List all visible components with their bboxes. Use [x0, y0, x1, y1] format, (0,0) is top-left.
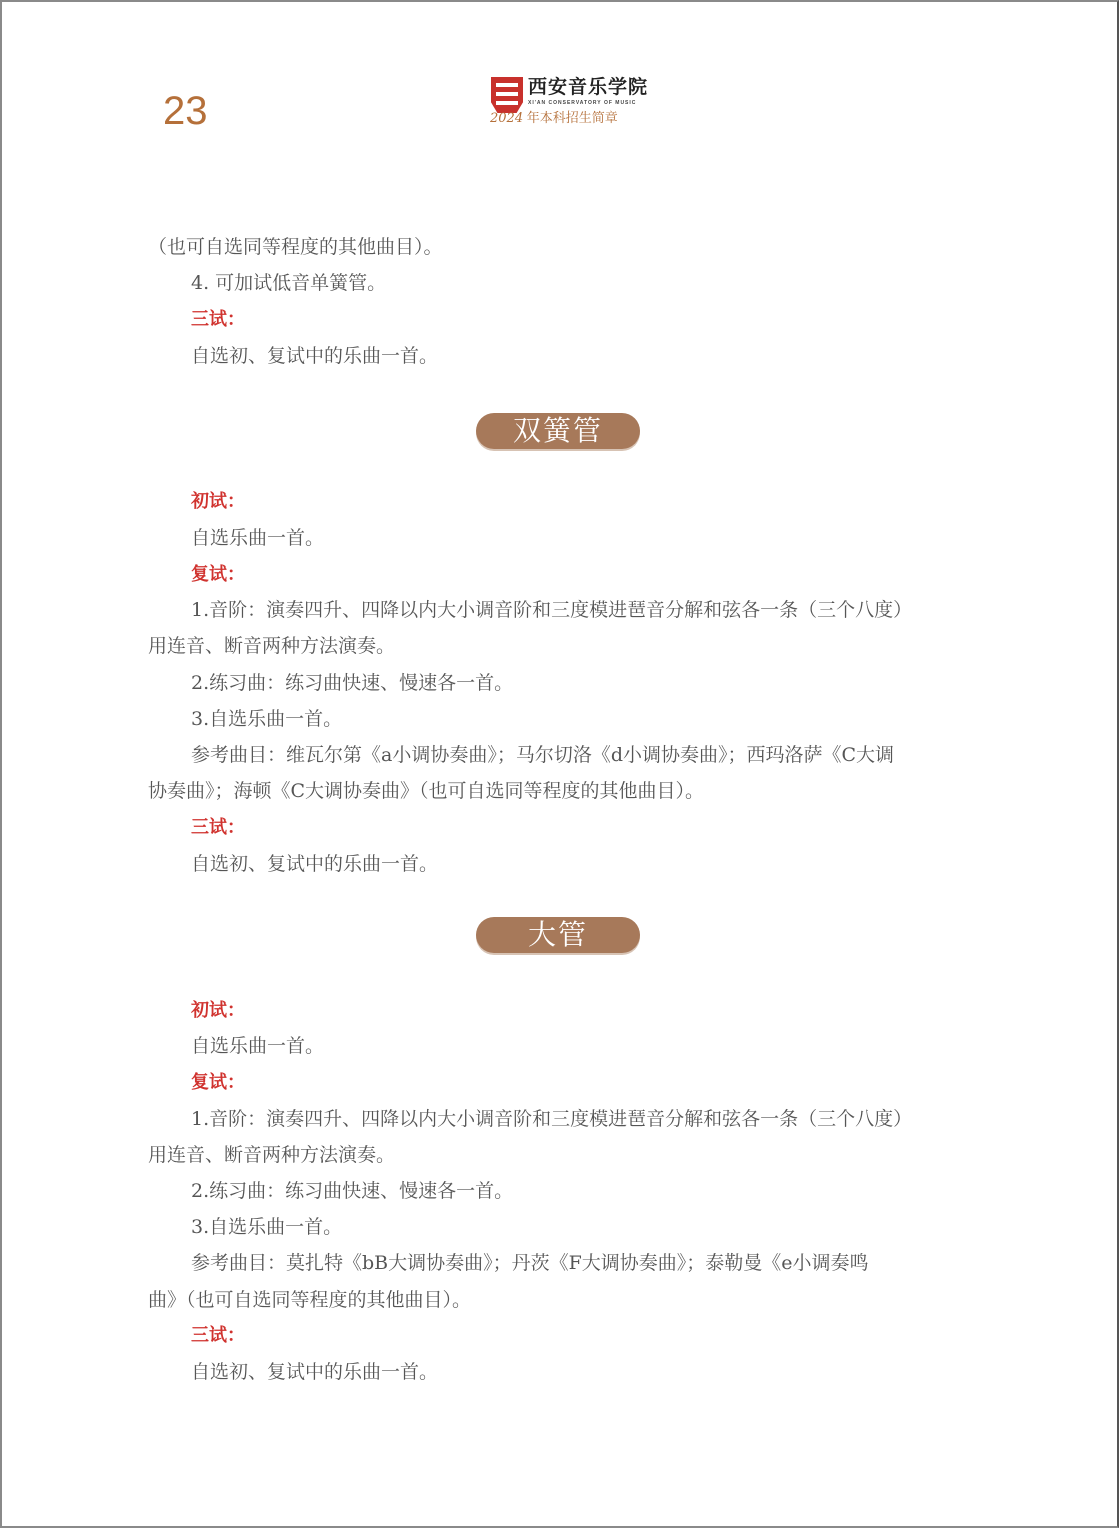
text-line: 曲》（也可自选同等程度的其他曲目）。 — [148, 1289, 472, 1311]
section-label: 三试： — [191, 309, 245, 330]
section-label: 复试： — [191, 564, 245, 585]
section-title-bassoon: 大管 — [476, 917, 640, 953]
page-number: 23 — [163, 89, 208, 133]
section-label: 三试： — [191, 1325, 245, 1346]
text-line: 4. 可加试低音单簧管。 — [191, 272, 387, 294]
text-line: 2.练习曲：练习曲快速、慢速各一首。 — [191, 672, 514, 694]
text-line: 参考曲目：莫扎特《bB大调协奏曲》；丹茨《F大调协奏曲》；泰勒曼《e小调奏鸣 — [191, 1252, 869, 1274]
text-line: （也可自选同等程度的其他曲目）。 — [148, 236, 443, 258]
school-logo-icon — [491, 77, 523, 113]
text-line: 2.练习曲：练习曲快速、慢速各一首。 — [191, 1180, 514, 1202]
text-line: 3.自选乐曲一首。 — [191, 1216, 343, 1238]
section-label: 复试： — [191, 1072, 245, 1093]
text-line: 3.自选乐曲一首。 — [191, 708, 343, 730]
text-line: 自选乐曲一首。 — [191, 1035, 325, 1057]
text-line: 参考曲目：维瓦尔第《a小调协奏曲》；马尔切洛《d小调协奏曲》；西玛洛萨《C大调 — [191, 744, 895, 766]
text-line: 自选乐曲一首。 — [191, 527, 325, 549]
section-title-oboe: 双簧管 — [476, 413, 640, 449]
section-label: 初试： — [191, 1000, 245, 1021]
text-line: 自选初、复试中的乐曲一首。 — [191, 853, 439, 875]
school-name: 西安音乐学院 — [528, 76, 649, 98]
year: 2024 — [490, 111, 524, 126]
text-line: 用连音、断音两种方法演奏。 — [148, 1144, 396, 1166]
school-name-en: XI'AN CONSERVATORY OF MUSIC — [528, 100, 637, 106]
subtitle-text: 年本科招生简章 — [526, 110, 618, 125]
text-line: 自选初、复试中的乐曲一首。 — [191, 345, 439, 367]
section-label: 初试： — [191, 491, 245, 512]
section-label: 三试： — [191, 817, 245, 838]
text-line: 1.音阶：演奏四升、四降以内大小调音阶和三度模进琶音分解和弦各一条（三个八度） — [191, 599, 913, 621]
text-line: 1.音阶：演奏四升、四降以内大小调音阶和三度模进琶音分解和弦各一条（三个八度） — [191, 1108, 913, 1130]
text-line: 协奏曲》；海顿《C大调协奏曲》（也可自选同等程度的其他曲目）。 — [148, 780, 705, 802]
text-line: 自选初、复试中的乐曲一首。 — [191, 1361, 439, 1383]
text-line: 用连音、断音两种方法演奏。 — [148, 635, 396, 657]
header-subtitle — [490, 110, 618, 126]
